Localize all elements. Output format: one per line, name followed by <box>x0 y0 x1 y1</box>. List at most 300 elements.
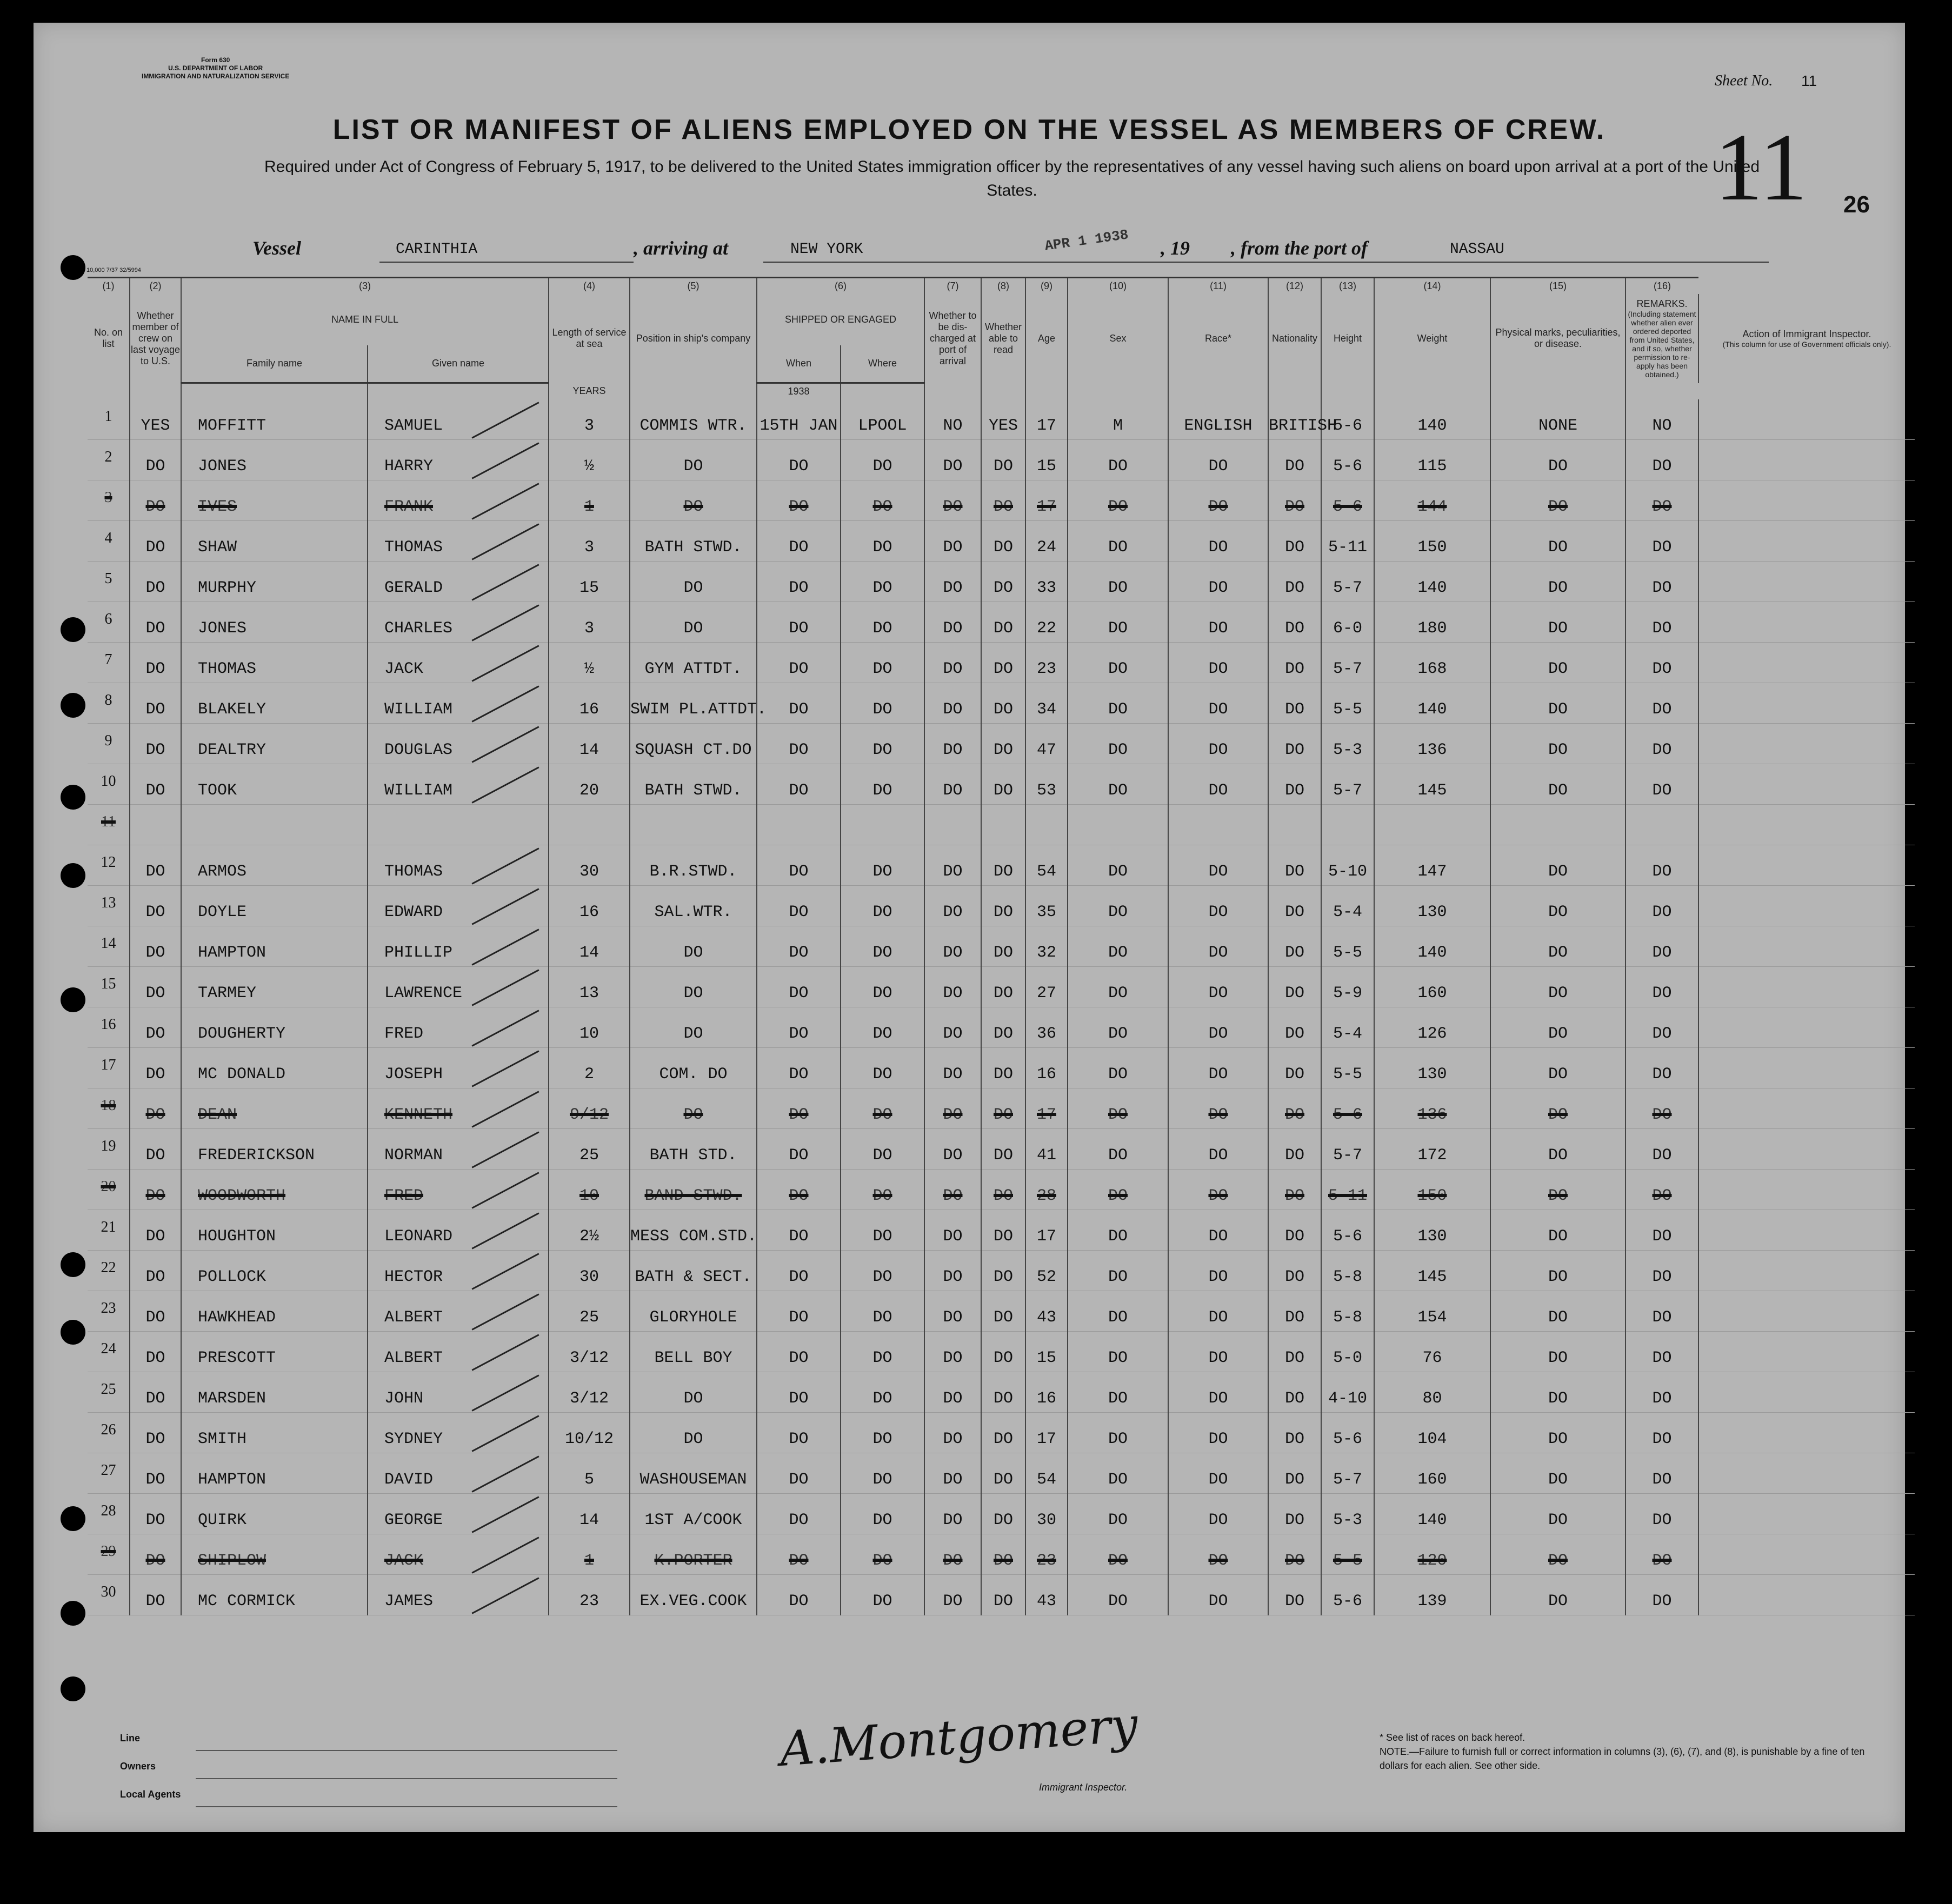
cell-service: 3 <box>549 399 630 440</box>
cell-marks: DO <box>1490 1048 1625 1088</box>
cell-remarks: DO <box>1625 967 1698 1007</box>
cell-action <box>1698 1170 1915 1210</box>
cell-family: DEAN <box>181 1088 368 1129</box>
stamp-number: 26 <box>1843 191 1870 218</box>
cell-age: 52 <box>1025 1251 1068 1291</box>
cell-action <box>1698 1332 1915 1372</box>
cell-given: DAVID <box>368 1453 549 1494</box>
cell-action <box>1698 886 1915 926</box>
cell-nationality: DO <box>1268 683 1321 724</box>
cell-action <box>1698 926 1915 967</box>
cell-family: THOMAS <box>181 643 368 683</box>
cell-action <box>1698 764 1915 805</box>
cell-weight: 140 <box>1374 683 1490 724</box>
cell-height: 5-11 <box>1321 1170 1374 1210</box>
action-note: (This column for use of Government officials only). <box>1722 339 1891 349</box>
cell-race: DO <box>1168 1575 1268 1615</box>
cell-position: WASHOUSEMAN <box>630 1453 757 1494</box>
cell-when: DO <box>757 1251 841 1291</box>
cell-no: 20 <box>88 1170 130 1210</box>
cell-weight: 150 <box>1374 521 1490 562</box>
cell-member: DO <box>130 1372 181 1413</box>
cell-discharged: DO <box>924 1372 981 1413</box>
cell-read: DO <box>981 683 1025 724</box>
cell-given: LAWRENCE <box>368 967 549 1007</box>
cell-when: DO <box>757 967 841 1007</box>
cell-height: 5-8 <box>1321 1251 1374 1291</box>
cell-given <box>368 805 549 845</box>
cell-marks: DO <box>1490 1575 1625 1615</box>
cell-height: 5-5 <box>1321 1048 1374 1088</box>
cell-read: DO <box>981 480 1025 521</box>
cell-service: 30 <box>549 845 630 886</box>
cell-discharged: DO <box>924 683 981 724</box>
cell-where: DO <box>841 1048 924 1088</box>
cell-weight: 180 <box>1374 602 1490 643</box>
cell-action <box>1698 480 1915 521</box>
cell-remarks: DO <box>1625 1007 1698 1048</box>
cell-given: HECTOR <box>368 1251 549 1291</box>
cell-where: DO <box>841 1494 924 1534</box>
footer-labels <box>120 1724 181 1808</box>
cell-given: HARRY <box>368 440 549 480</box>
cell-nationality: DO <box>1268 1048 1321 1088</box>
cell-nationality: DO <box>1268 926 1321 967</box>
cell-marks: DO <box>1490 521 1625 562</box>
cell-sex: DO <box>1068 1372 1168 1413</box>
cell-sex: DO <box>1068 1251 1168 1291</box>
cell-service: ½ <box>549 440 630 480</box>
cell-sex: DO <box>1068 1534 1168 1575</box>
cell-sex: DO <box>1068 1088 1168 1129</box>
cell-height: 5-4 <box>1321 886 1374 926</box>
cell-service: 3/12 <box>549 1332 630 1372</box>
inspector-caption: Immigrant Inspector. <box>1039 1782 1128 1793</box>
cell-member: DO <box>130 643 181 683</box>
cell-race: DO <box>1168 1413 1268 1453</box>
cell-when: DO <box>757 480 841 521</box>
cell-read: DO <box>981 1372 1025 1413</box>
cell-service: 14 <box>549 724 630 764</box>
cell-read: DO <box>981 1291 1025 1332</box>
cell-family: HAWKHEAD <box>181 1291 368 1332</box>
cell-given: ALBERT <box>368 1291 549 1332</box>
cell-service <box>549 805 630 845</box>
service-name: IMMIGRATION AND NATURALIZATION SERVICE <box>142 72 290 80</box>
cell-nationality: DO <box>1268 1170 1321 1210</box>
cell-no: 2 <box>88 440 130 480</box>
cell-nationality: DO <box>1268 1251 1321 1291</box>
cell-age: 16 <box>1025 1048 1068 1088</box>
cell-where: DO <box>841 480 924 521</box>
cell-remarks <box>1625 805 1698 845</box>
table-row <box>88 1291 1915 1332</box>
cell-weight: 126 <box>1374 1007 1490 1048</box>
cell-family: IVES <box>181 480 368 521</box>
cell-discharged: DO <box>924 845 981 886</box>
cell-service: 10/12 <box>549 1413 630 1453</box>
col-number: (4) <box>549 278 630 294</box>
cell-when: DO <box>757 683 841 724</box>
cell-no: 21 <box>88 1210 130 1251</box>
cell-where <box>841 805 924 845</box>
col-number: (16) <box>1625 278 1698 294</box>
cell-remarks: DO <box>1625 562 1698 602</box>
cell-no: 29 <box>88 1534 130 1575</box>
cell-discharged: NO <box>924 399 981 440</box>
cell-height: 5-3 <box>1321 1494 1374 1534</box>
cell-height: 5-7 <box>1321 1129 1374 1170</box>
cell-given: SYDNEY <box>368 1413 549 1453</box>
cell-when: DO <box>757 724 841 764</box>
vessel-line <box>34 233 1905 271</box>
header-read: Whether able to read <box>981 294 1025 383</box>
cell-height: 5-7 <box>1321 764 1374 805</box>
cell-age: 27 <box>1025 967 1068 1007</box>
cell-nationality: DO <box>1268 1210 1321 1251</box>
cell-discharged: DO <box>924 1088 981 1129</box>
cell-service: 16 <box>549 683 630 724</box>
cell-where: DO <box>841 602 924 643</box>
cell-weight: 145 <box>1374 1251 1490 1291</box>
cell-race: DO <box>1168 480 1268 521</box>
cell-service: 13 <box>549 967 630 1007</box>
arrival-date-stamp: APR 1 1938 <box>1043 226 1130 255</box>
cell-discharged: DO <box>924 886 981 926</box>
col-number: (8) <box>981 278 1025 294</box>
cell-discharged: DO <box>924 1048 981 1088</box>
cell-weight: 160 <box>1374 967 1490 1007</box>
cell-where: DO <box>841 764 924 805</box>
cell-weight: 104 <box>1374 1413 1490 1453</box>
cell-given: GEORGE <box>368 1494 549 1534</box>
cell-discharged: DO <box>924 724 981 764</box>
cell-race: DO <box>1168 1534 1268 1575</box>
table-row <box>88 926 1915 967</box>
cell-no: 18 <box>88 1088 130 1129</box>
cell-position: DO <box>630 1413 757 1453</box>
table-row <box>88 724 1915 764</box>
page-title: LIST OR MANIFEST OF ALIENS EMPLOYED ON THE VESSEL AS MEMBERS OF CREW. <box>332 114 1606 145</box>
cell-race: DO <box>1168 1210 1268 1251</box>
cell-marks: DO <box>1490 1129 1625 1170</box>
cell-action <box>1698 683 1915 724</box>
cell-read: DO <box>981 1129 1025 1170</box>
cell-when: DO <box>757 886 841 926</box>
cell-where: DO <box>841 1129 924 1170</box>
cell-no: 10 <box>88 764 130 805</box>
cell-remarks: DO <box>1625 521 1698 562</box>
inspector-signature: A.Montgomery <box>778 1696 1140 1778</box>
cell-race: DO <box>1168 562 1268 602</box>
cell-no: 13 <box>88 886 130 926</box>
cell-remarks: DO <box>1625 1494 1698 1534</box>
cell-service: 3 <box>549 602 630 643</box>
cell-no: 6 <box>88 602 130 643</box>
cell-service: 10 <box>549 1007 630 1048</box>
cell-member: DO <box>130 724 181 764</box>
cell-action <box>1698 1129 1915 1170</box>
header-action <box>1698 294 1915 383</box>
cell-sex: DO <box>1068 1129 1168 1170</box>
cell-given: JAMES <box>368 1575 549 1615</box>
cell-family: SHIPLOW <box>181 1534 368 1575</box>
cell-weight: 144 <box>1374 480 1490 521</box>
action-title: Action of Immigrant Inspector. <box>1742 328 1871 339</box>
cell-sex: DO <box>1068 1494 1168 1534</box>
cell-given: FRANK <box>368 480 549 521</box>
cell-weight: 136 <box>1374 724 1490 764</box>
cell-no: 27 <box>88 1453 130 1494</box>
cell-member: DO <box>130 1453 181 1494</box>
cell-no: 28 <box>88 1494 130 1534</box>
cell-weight: 130 <box>1374 1210 1490 1251</box>
cell-age: 17 <box>1025 1088 1068 1129</box>
cell-family: MARSDEN <box>181 1372 368 1413</box>
cell-member: DO <box>130 1251 181 1291</box>
cell-action <box>1698 967 1915 1007</box>
cell-sex: DO <box>1068 440 1168 480</box>
cell-service: 5 <box>549 1453 630 1494</box>
punch-hole <box>61 1676 85 1701</box>
cell-service: 25 <box>549 1291 630 1332</box>
cell-sex: DO <box>1068 562 1168 602</box>
cell-sex: DO <box>1068 643 1168 683</box>
col-number: (9) <box>1025 278 1068 294</box>
cell-position: GLORYHOLE <box>630 1291 757 1332</box>
cell-family: JONES <box>181 440 368 480</box>
cell-height: 5-7 <box>1321 643 1374 683</box>
cell-given: SAMUEL <box>368 399 549 440</box>
cell-family <box>181 805 368 845</box>
cell-height: 5-0 <box>1321 1332 1374 1372</box>
table-row <box>88 1372 1915 1413</box>
table-row <box>88 886 1915 926</box>
cell-height: 5-3 <box>1321 724 1374 764</box>
cell-age: 32 <box>1025 926 1068 967</box>
cell-marks: DO <box>1490 764 1625 805</box>
cell-marks: DO <box>1490 1210 1625 1251</box>
cell-member: DO <box>130 1332 181 1372</box>
cell-service: 1 <box>549 480 630 521</box>
cell-nationality: DO <box>1268 1372 1321 1413</box>
cell-discharged: DO <box>924 1129 981 1170</box>
cell-remarks: DO <box>1625 683 1698 724</box>
cell-given: THOMAS <box>368 845 549 886</box>
cell-given: THOMAS <box>368 521 549 562</box>
cell-age: 34 <box>1025 683 1068 724</box>
cell-remarks: DO <box>1625 724 1698 764</box>
cell-position: DO <box>630 602 757 643</box>
cell-no: 9 <box>88 724 130 764</box>
cell-age: 47 <box>1025 724 1068 764</box>
cell-marks: DO <box>1490 1372 1625 1413</box>
cell-position: EX.VEG.COOK <box>630 1575 757 1615</box>
header-no: No. on list <box>94 327 123 349</box>
cell-sex: DO <box>1068 1210 1168 1251</box>
cell-action <box>1698 440 1915 480</box>
cell-member: DO <box>130 967 181 1007</box>
cell-action <box>1698 724 1915 764</box>
cell-no: 8 <box>88 683 130 724</box>
arriving-label: , arriving at <box>634 237 729 259</box>
cell-family: MOFFITT <box>181 399 368 440</box>
cell-service: 15 <box>549 562 630 602</box>
cell-read: DO <box>981 1494 1025 1534</box>
cell-sex: DO <box>1068 1048 1168 1088</box>
cell-discharged: DO <box>924 1291 981 1332</box>
local-agents-label: Local Agents <box>120 1789 181 1800</box>
table-row <box>88 1575 1915 1615</box>
cell-where: DO <box>841 1575 924 1615</box>
cell-weight: 140 <box>1374 1494 1490 1534</box>
cell-sex <box>1068 805 1168 845</box>
page-subtitle: Required under Act of Congress of February 5, 1917, to be delivered to the United States immigration officer by the representatives of any vessel having such aliens on board upon arrival at a port of the United States. <box>264 158 1760 199</box>
cell-race: DO <box>1168 1372 1268 1413</box>
header-remarks <box>1625 294 1698 383</box>
cell-given: NORMAN <box>368 1129 549 1170</box>
cell-height: 5-5 <box>1321 926 1374 967</box>
cell-age: 54 <box>1025 1453 1068 1494</box>
cell-sex: M <box>1068 399 1168 440</box>
cell-position: SQUASH CT.DO <box>630 724 757 764</box>
cell-where: DO <box>841 683 924 724</box>
cell-read: DO <box>981 521 1025 562</box>
punch-hole <box>61 785 85 810</box>
cell-where: DO <box>841 562 924 602</box>
cell-service: 9/12 <box>549 1088 630 1129</box>
cell-no: 3 <box>88 480 130 521</box>
cell-sex: DO <box>1068 1007 1168 1048</box>
table-row <box>88 1048 1915 1088</box>
cell-when: DO <box>757 602 841 643</box>
cell-read: DO <box>981 440 1025 480</box>
cell-action <box>1698 562 1915 602</box>
cell-position: B.R.STWD. <box>630 845 757 886</box>
cell-where: DO <box>841 926 924 967</box>
cell-sex: DO <box>1068 1291 1168 1332</box>
cell-age: 36 <box>1025 1007 1068 1048</box>
cell-no: 1 <box>88 399 130 440</box>
header-marks: Physical marks, peculiarities, or disease. <box>1490 294 1625 383</box>
table-row <box>88 845 1915 886</box>
cell-when: DO <box>757 1210 841 1251</box>
cell-position: SWIM PL.ATTDT. <box>630 683 757 724</box>
form-number: Form 630 <box>201 56 230 64</box>
cell-age: 23 <box>1025 1534 1068 1575</box>
cell-weight: 140 <box>1374 562 1490 602</box>
header-height: Height <box>1321 294 1374 383</box>
remarks-title: REMARKS. <box>1636 298 1688 309</box>
cell-member: DO <box>130 521 181 562</box>
table-row <box>88 440 1915 480</box>
cell-discharged <box>924 805 981 845</box>
cell-member: DO <box>130 764 181 805</box>
header-name: NAME IN FULL <box>181 294 549 345</box>
cell-member: DO <box>130 1575 181 1615</box>
cell-race: DO <box>1168 926 1268 967</box>
year-label: , 19 <box>1161 237 1190 259</box>
cell-when: DO <box>757 1372 841 1413</box>
cell-action <box>1698 805 1915 845</box>
cell-nationality: DO <box>1268 1291 1321 1332</box>
cell-weight: 115 <box>1374 440 1490 480</box>
punch-hole <box>61 987 85 1012</box>
cell-race <box>1168 805 1268 845</box>
cell-height: 5-10 <box>1321 845 1374 886</box>
penalty-note: NOTE.—Failure to furnish full or correct information in columns (3), (6), (7), and (8), is punishable by a fine of ten dollars for each alien. See other side. <box>1380 1746 1865 1771</box>
cell-service: 14 <box>549 1494 630 1534</box>
cell-member: DO <box>130 1413 181 1453</box>
cell-discharged: DO <box>924 1170 981 1210</box>
cell-nationality: DO <box>1268 967 1321 1007</box>
cell-family: SHAW <box>181 521 368 562</box>
cell-remarks: DO <box>1625 1332 1698 1372</box>
cell-age: 53 <box>1025 764 1068 805</box>
cell-height: 5-6 <box>1321 440 1374 480</box>
cell-member: DO <box>130 480 181 521</box>
cell-read: DO <box>981 1251 1025 1291</box>
cell-weight: 140 <box>1374 399 1490 440</box>
cell-race: DO <box>1168 1007 1268 1048</box>
cell-race: DO <box>1168 602 1268 643</box>
cell-sex: DO <box>1068 1170 1168 1210</box>
cell-where: DO <box>841 1413 924 1453</box>
cell-position: GYM ATTDT. <box>630 643 757 683</box>
cell-discharged: DO <box>924 440 981 480</box>
cell-position: BATH STD. <box>630 1129 757 1170</box>
cell-discharged: DO <box>924 926 981 967</box>
cell-service: 30 <box>549 1251 630 1291</box>
cell-position: DO <box>630 480 757 521</box>
cell-where: DO <box>841 1210 924 1251</box>
cell-race: DO <box>1168 643 1268 683</box>
cell-weight: 136 <box>1374 1088 1490 1129</box>
col-number: (6) <box>757 278 924 294</box>
cell-age: 15 <box>1025 1332 1068 1372</box>
cell-family: JONES <box>181 602 368 643</box>
cell-remarks: DO <box>1625 440 1698 480</box>
cell-read: DO <box>981 1210 1025 1251</box>
cell-position: DO <box>630 1088 757 1129</box>
cell-race: DO <box>1168 1170 1268 1210</box>
cell-member: DO <box>130 1088 181 1129</box>
table-row <box>88 1494 1915 1534</box>
cell-member: DO <box>130 602 181 643</box>
cell-race: DO <box>1168 440 1268 480</box>
cell-age: 15 <box>1025 440 1068 480</box>
cell-race: DO <box>1168 724 1268 764</box>
cell-where: LPOOL <box>841 399 924 440</box>
cell-action <box>1698 1291 1915 1332</box>
cell-discharged: DO <box>924 1007 981 1048</box>
cell-nationality: DO <box>1268 562 1321 602</box>
table-row <box>88 1129 1915 1170</box>
cell-marks: DO <box>1490 1291 1625 1332</box>
header-service: Length of service at sea <box>549 294 630 383</box>
cell-remarks: DO <box>1625 1372 1698 1413</box>
cell-when: DO <box>757 845 841 886</box>
punch-hole <box>61 617 85 642</box>
cell-position: DO <box>630 967 757 1007</box>
cell-age: 33 <box>1025 562 1068 602</box>
cell-remarks: DO <box>1625 1575 1698 1615</box>
cell-weight: 139 <box>1374 1575 1490 1615</box>
table-row <box>88 967 1915 1007</box>
crew-manifest-table <box>88 277 1915 1615</box>
cell-service: ½ <box>549 643 630 683</box>
cell-read: DO <box>981 643 1025 683</box>
